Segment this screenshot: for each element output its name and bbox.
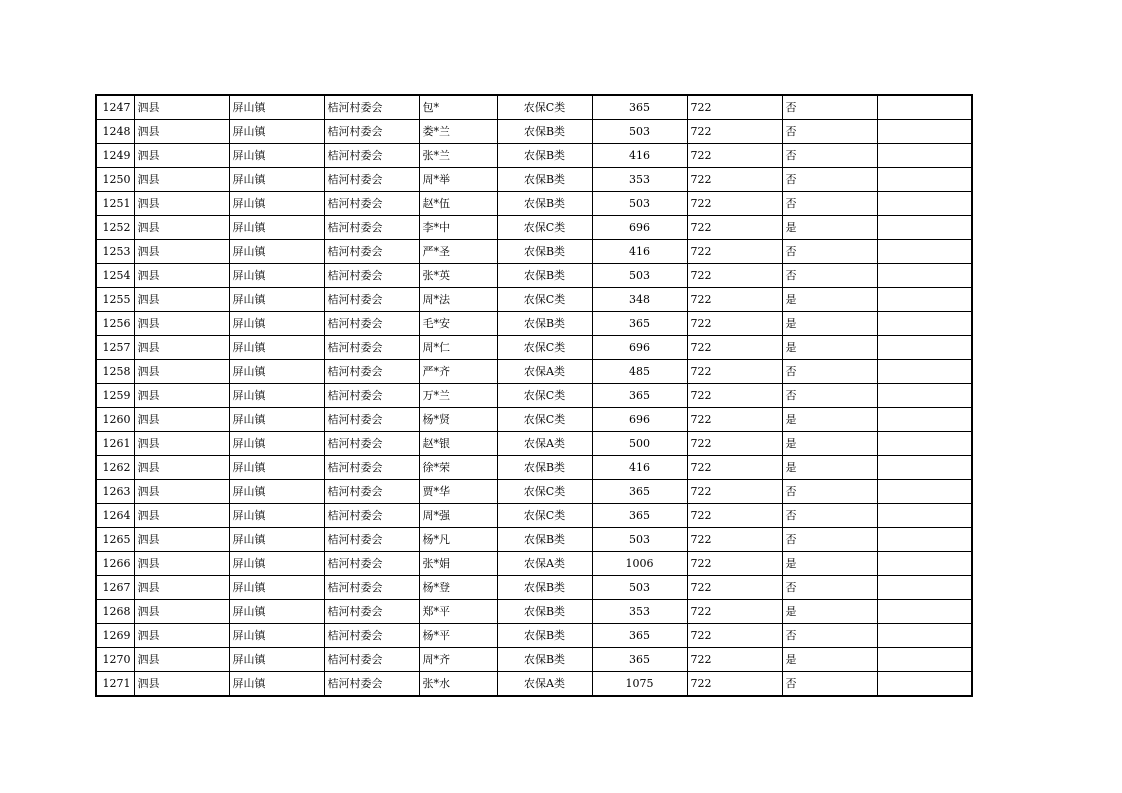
- cell-flag: 否: [782, 264, 877, 288]
- cell-county: 泗县: [134, 672, 229, 697]
- cell-insurance-type: 农保C类: [497, 216, 592, 240]
- cell-amount: 1006: [592, 552, 687, 576]
- cell-flag: 否: [782, 120, 877, 144]
- cell-person-name: 周*强: [419, 504, 497, 528]
- cell-flag: 否: [782, 95, 877, 120]
- cell-standard: 722: [687, 600, 782, 624]
- cell-remark: [877, 120, 972, 144]
- cell-seq-no: 1252: [96, 216, 134, 240]
- cell-remark: [877, 552, 972, 576]
- cell-amount: 416: [592, 456, 687, 480]
- cell-village: 桔河村委会: [324, 552, 419, 576]
- cell-insurance-type: 农保A类: [497, 432, 592, 456]
- cell-remark: [877, 672, 972, 697]
- cell-standard: 722: [687, 144, 782, 168]
- cell-flag: 是: [782, 408, 877, 432]
- cell-amount: 503: [592, 192, 687, 216]
- cell-village: 桔河村委会: [324, 504, 419, 528]
- cell-flag: 是: [782, 312, 877, 336]
- cell-town: 屏山镇: [229, 432, 324, 456]
- cell-standard: 722: [687, 120, 782, 144]
- cell-county: 泗县: [134, 480, 229, 504]
- cell-seq-no: 1270: [96, 648, 134, 672]
- cell-person-name: 周*举: [419, 168, 497, 192]
- cell-village: 桔河村委会: [324, 144, 419, 168]
- cell-remark: [877, 456, 972, 480]
- cell-insurance-type: 农保B类: [497, 192, 592, 216]
- cell-county: 泗县: [134, 600, 229, 624]
- table-row: [96, 408, 972, 432]
- cell-town: 屏山镇: [229, 240, 324, 264]
- cell-town: 屏山镇: [229, 384, 324, 408]
- cell-town: 屏山镇: [229, 95, 324, 120]
- cell-remark: [877, 240, 972, 264]
- cell-person-name: 赵*伍: [419, 192, 497, 216]
- cell-remark: [877, 336, 972, 360]
- cell-remark: [877, 95, 972, 120]
- cell-person-name: 张*兰: [419, 144, 497, 168]
- table-row: [96, 528, 972, 552]
- cell-remark: [877, 432, 972, 456]
- cell-town: 屏山镇: [229, 144, 324, 168]
- cell-insurance-type: 农保B类: [497, 576, 592, 600]
- cell-remark: [877, 360, 972, 384]
- cell-flag: 是: [782, 216, 877, 240]
- cell-amount: 696: [592, 408, 687, 432]
- cell-amount: 365: [592, 480, 687, 504]
- table-row: [96, 600, 972, 624]
- cell-remark: [877, 504, 972, 528]
- cell-flag: 是: [782, 432, 877, 456]
- records-table: [95, 94, 973, 697]
- cell-county: 泗县: [134, 336, 229, 360]
- cell-insurance-type: 农保C类: [497, 95, 592, 120]
- cell-town: 屏山镇: [229, 408, 324, 432]
- cell-standard: 722: [687, 336, 782, 360]
- table-row: [96, 95, 972, 120]
- cell-town: 屏山镇: [229, 600, 324, 624]
- cell-village: 桔河村委会: [324, 456, 419, 480]
- cell-insurance-type: 农保C类: [497, 480, 592, 504]
- cell-insurance-type: 农保B类: [497, 264, 592, 288]
- table-row: [96, 672, 972, 697]
- cell-county: 泗县: [134, 456, 229, 480]
- cell-standard: 722: [687, 95, 782, 120]
- cell-flag: 否: [782, 504, 877, 528]
- table-row: [96, 384, 972, 408]
- cell-standard: 722: [687, 408, 782, 432]
- cell-flag: 否: [782, 360, 877, 384]
- table-row: [96, 624, 972, 648]
- cell-flag: 否: [782, 624, 877, 648]
- cell-standard: 722: [687, 528, 782, 552]
- cell-seq-no: 1261: [96, 432, 134, 456]
- cell-insurance-type: 农保B类: [497, 312, 592, 336]
- cell-village: 桔河村委会: [324, 264, 419, 288]
- cell-county: 泗县: [134, 408, 229, 432]
- cell-standard: 722: [687, 552, 782, 576]
- cell-person-name: 严*齐: [419, 360, 497, 384]
- cell-insurance-type: 农保A类: [497, 672, 592, 697]
- cell-village: 桔河村委会: [324, 95, 419, 120]
- cell-standard: 722: [687, 456, 782, 480]
- cell-county: 泗县: [134, 624, 229, 648]
- cell-seq-no: 1249: [96, 144, 134, 168]
- table-row: [96, 432, 972, 456]
- cell-county: 泗县: [134, 192, 229, 216]
- cell-amount: 365: [592, 384, 687, 408]
- cell-person-name: 杨*登: [419, 576, 497, 600]
- cell-town: 屏山镇: [229, 624, 324, 648]
- cell-amount: 416: [592, 240, 687, 264]
- cell-village: 桔河村委会: [324, 384, 419, 408]
- cell-seq-no: 1269: [96, 624, 134, 648]
- cell-town: 屏山镇: [229, 288, 324, 312]
- cell-person-name: 周*仁: [419, 336, 497, 360]
- cell-person-name: 毛*安: [419, 312, 497, 336]
- cell-person-name: 张*水: [419, 672, 497, 697]
- cell-insurance-type: 农保A类: [497, 552, 592, 576]
- cell-village: 桔河村委会: [324, 648, 419, 672]
- cell-amount: 485: [592, 360, 687, 384]
- table-row: [96, 144, 972, 168]
- cell-county: 泗县: [134, 648, 229, 672]
- cell-remark: [877, 264, 972, 288]
- cell-remark: [877, 408, 972, 432]
- table-row: [96, 240, 972, 264]
- cell-county: 泗县: [134, 168, 229, 192]
- cell-flag: 是: [782, 288, 877, 312]
- cell-county: 泗县: [134, 216, 229, 240]
- cell-remark: [877, 288, 972, 312]
- cell-county: 泗县: [134, 360, 229, 384]
- cell-remark: [877, 216, 972, 240]
- cell-town: 屏山镇: [229, 552, 324, 576]
- cell-amount: 503: [592, 264, 687, 288]
- cell-flag: 是: [782, 336, 877, 360]
- cell-person-name: 郑*平: [419, 600, 497, 624]
- cell-village: 桔河村委会: [324, 528, 419, 552]
- cell-person-name: 李*中: [419, 216, 497, 240]
- cell-flag: 否: [782, 168, 877, 192]
- cell-flag: 否: [782, 384, 877, 408]
- table-row: [96, 552, 972, 576]
- cell-county: 泗县: [134, 312, 229, 336]
- cell-amount: 503: [592, 120, 687, 144]
- cell-insurance-type: 农保B类: [497, 168, 592, 192]
- cell-amount: 348: [592, 288, 687, 312]
- cell-person-name: 杨*凡: [419, 528, 497, 552]
- cell-town: 屏山镇: [229, 480, 324, 504]
- cell-county: 泗县: [134, 504, 229, 528]
- cell-village: 桔河村委会: [324, 336, 419, 360]
- cell-standard: 722: [687, 216, 782, 240]
- cell-seq-no: 1247: [96, 95, 134, 120]
- cell-amount: 500: [592, 432, 687, 456]
- cell-standard: 722: [687, 672, 782, 697]
- cell-amount: 353: [592, 168, 687, 192]
- cell-remark: [877, 600, 972, 624]
- cell-seq-no: 1258: [96, 360, 134, 384]
- cell-county: 泗县: [134, 384, 229, 408]
- table-row: [96, 312, 972, 336]
- cell-insurance-type: 农保B类: [497, 648, 592, 672]
- cell-insurance-type: 农保B类: [497, 240, 592, 264]
- table-row: [96, 192, 972, 216]
- cell-standard: 722: [687, 648, 782, 672]
- cell-village: 桔河村委会: [324, 408, 419, 432]
- cell-amount: 696: [592, 336, 687, 360]
- cell-person-name: 张*英: [419, 264, 497, 288]
- cell-insurance-type: 农保B类: [497, 624, 592, 648]
- cell-seq-no: 1256: [96, 312, 134, 336]
- cell-flag: 否: [782, 480, 877, 504]
- table-row: [96, 264, 972, 288]
- cell-village: 桔河村委会: [324, 480, 419, 504]
- table-row: [96, 648, 972, 672]
- cell-insurance-type: 农保B类: [497, 456, 592, 480]
- cell-village: 桔河村委会: [324, 312, 419, 336]
- table-row: [96, 456, 972, 480]
- cell-remark: [877, 144, 972, 168]
- cell-town: 屏山镇: [229, 264, 324, 288]
- cell-standard: 722: [687, 504, 782, 528]
- cell-county: 泗县: [134, 144, 229, 168]
- cell-town: 屏山镇: [229, 360, 324, 384]
- cell-seq-no: 1259: [96, 384, 134, 408]
- cell-insurance-type: 农保B类: [497, 144, 592, 168]
- cell-county: 泗县: [134, 576, 229, 600]
- cell-standard: 722: [687, 192, 782, 216]
- table-row: [96, 168, 972, 192]
- table-body: [96, 95, 972, 696]
- cell-person-name: 赵*银: [419, 432, 497, 456]
- cell-county: 泗县: [134, 120, 229, 144]
- cell-flag: 是: [782, 552, 877, 576]
- cell-county: 泗县: [134, 552, 229, 576]
- cell-amount: 503: [592, 528, 687, 552]
- cell-village: 桔河村委会: [324, 624, 419, 648]
- table-row: [96, 360, 972, 384]
- cell-insurance-type: 农保B类: [497, 120, 592, 144]
- cell-person-name: 包*: [419, 95, 497, 120]
- cell-seq-no: 1271: [96, 672, 134, 697]
- cell-amount: 365: [592, 624, 687, 648]
- cell-village: 桔河村委会: [324, 576, 419, 600]
- cell-person-name: 周*法: [419, 288, 497, 312]
- cell-insurance-type: 农保C类: [497, 288, 592, 312]
- cell-flag: 否: [782, 192, 877, 216]
- cell-seq-no: 1254: [96, 264, 134, 288]
- cell-seq-no: 1262: [96, 456, 134, 480]
- cell-standard: 722: [687, 312, 782, 336]
- cell-standard: 722: [687, 624, 782, 648]
- cell-remark: [877, 648, 972, 672]
- cell-town: 屏山镇: [229, 576, 324, 600]
- cell-person-name: 杨*平: [419, 624, 497, 648]
- cell-town: 屏山镇: [229, 192, 324, 216]
- cell-amount: 365: [592, 95, 687, 120]
- cell-remark: [877, 576, 972, 600]
- cell-seq-no: 1251: [96, 192, 134, 216]
- cell-town: 屏山镇: [229, 648, 324, 672]
- cell-town: 屏山镇: [229, 312, 324, 336]
- cell-county: 泗县: [134, 264, 229, 288]
- cell-seq-no: 1250: [96, 168, 134, 192]
- cell-amount: 696: [592, 216, 687, 240]
- cell-insurance-type: 农保A类: [497, 360, 592, 384]
- cell-seq-no: 1257: [96, 336, 134, 360]
- cell-seq-no: 1255: [96, 288, 134, 312]
- cell-village: 桔河村委会: [324, 192, 419, 216]
- cell-flag: 否: [782, 672, 877, 697]
- cell-person-name: 徐*荣: [419, 456, 497, 480]
- table-row: [96, 288, 972, 312]
- cell-standard: 722: [687, 168, 782, 192]
- cell-standard: 722: [687, 360, 782, 384]
- cell-seq-no: 1253: [96, 240, 134, 264]
- cell-town: 屏山镇: [229, 120, 324, 144]
- cell-amount: 365: [592, 504, 687, 528]
- table-row: [96, 480, 972, 504]
- cell-seq-no: 1266: [96, 552, 134, 576]
- cell-town: 屏山镇: [229, 672, 324, 697]
- cell-person-name: 娄*兰: [419, 120, 497, 144]
- cell-flag: 否: [782, 240, 877, 264]
- cell-standard: 722: [687, 480, 782, 504]
- table-row: [96, 576, 972, 600]
- cell-person-name: 张*娟: [419, 552, 497, 576]
- cell-flag: 否: [782, 576, 877, 600]
- cell-village: 桔河村委会: [324, 600, 419, 624]
- cell-flag: 是: [782, 456, 877, 480]
- table-row: [96, 120, 972, 144]
- cell-person-name: 万*兰: [419, 384, 497, 408]
- cell-amount: 365: [592, 312, 687, 336]
- cell-insurance-type: 农保C类: [497, 504, 592, 528]
- cell-town: 屏山镇: [229, 456, 324, 480]
- cell-flag: 否: [782, 144, 877, 168]
- cell-remark: [877, 192, 972, 216]
- cell-town: 屏山镇: [229, 168, 324, 192]
- cell-seq-no: 1265: [96, 528, 134, 552]
- cell-county: 泗县: [134, 240, 229, 264]
- cell-village: 桔河村委会: [324, 360, 419, 384]
- cell-seq-no: 1268: [96, 600, 134, 624]
- cell-town: 屏山镇: [229, 216, 324, 240]
- cell-town: 屏山镇: [229, 336, 324, 360]
- cell-remark: [877, 384, 972, 408]
- cell-seq-no: 1248: [96, 120, 134, 144]
- cell-standard: 722: [687, 264, 782, 288]
- cell-county: 泗县: [134, 288, 229, 312]
- cell-amount: 1075: [592, 672, 687, 697]
- cell-amount: 416: [592, 144, 687, 168]
- cell-village: 桔河村委会: [324, 120, 419, 144]
- cell-standard: 722: [687, 384, 782, 408]
- cell-flag: 否: [782, 528, 877, 552]
- cell-standard: 722: [687, 240, 782, 264]
- cell-seq-no: 1263: [96, 480, 134, 504]
- cell-village: 桔河村委会: [324, 216, 419, 240]
- table-row: [96, 504, 972, 528]
- cell-seq-no: 1267: [96, 576, 134, 600]
- cell-village: 桔河村委会: [324, 672, 419, 697]
- cell-town: 屏山镇: [229, 528, 324, 552]
- cell-remark: [877, 168, 972, 192]
- cell-county: 泗县: [134, 528, 229, 552]
- cell-county: 泗县: [134, 95, 229, 120]
- cell-remark: [877, 480, 972, 504]
- cell-county: 泗县: [134, 432, 229, 456]
- cell-amount: 365: [592, 648, 687, 672]
- cell-insurance-type: 农保B类: [497, 600, 592, 624]
- cell-town: 屏山镇: [229, 504, 324, 528]
- cell-person-name: 杨*贤: [419, 408, 497, 432]
- cell-flag: 是: [782, 648, 877, 672]
- cell-standard: 722: [687, 288, 782, 312]
- cell-village: 桔河村委会: [324, 288, 419, 312]
- table-row: [96, 336, 972, 360]
- cell-seq-no: 1264: [96, 504, 134, 528]
- cell-village: 桔河村委会: [324, 168, 419, 192]
- cell-village: 桔河村委会: [324, 432, 419, 456]
- cell-seq-no: 1260: [96, 408, 134, 432]
- cell-village: 桔河村委会: [324, 240, 419, 264]
- cell-insurance-type: 农保C类: [497, 408, 592, 432]
- cell-flag: 是: [782, 600, 877, 624]
- table-row: [96, 216, 972, 240]
- cell-amount: 353: [592, 600, 687, 624]
- cell-insurance-type: 农保B类: [497, 528, 592, 552]
- cell-standard: 722: [687, 576, 782, 600]
- cell-amount: 503: [592, 576, 687, 600]
- cell-person-name: 贾*华: [419, 480, 497, 504]
- cell-remark: [877, 312, 972, 336]
- cell-remark: [877, 528, 972, 552]
- cell-person-name: 周*齐: [419, 648, 497, 672]
- cell-insurance-type: 农保C类: [497, 336, 592, 360]
- cell-insurance-type: 农保C类: [497, 384, 592, 408]
- cell-person-name: 严*圣: [419, 240, 497, 264]
- cell-remark: [877, 624, 972, 648]
- cell-standard: 722: [687, 432, 782, 456]
